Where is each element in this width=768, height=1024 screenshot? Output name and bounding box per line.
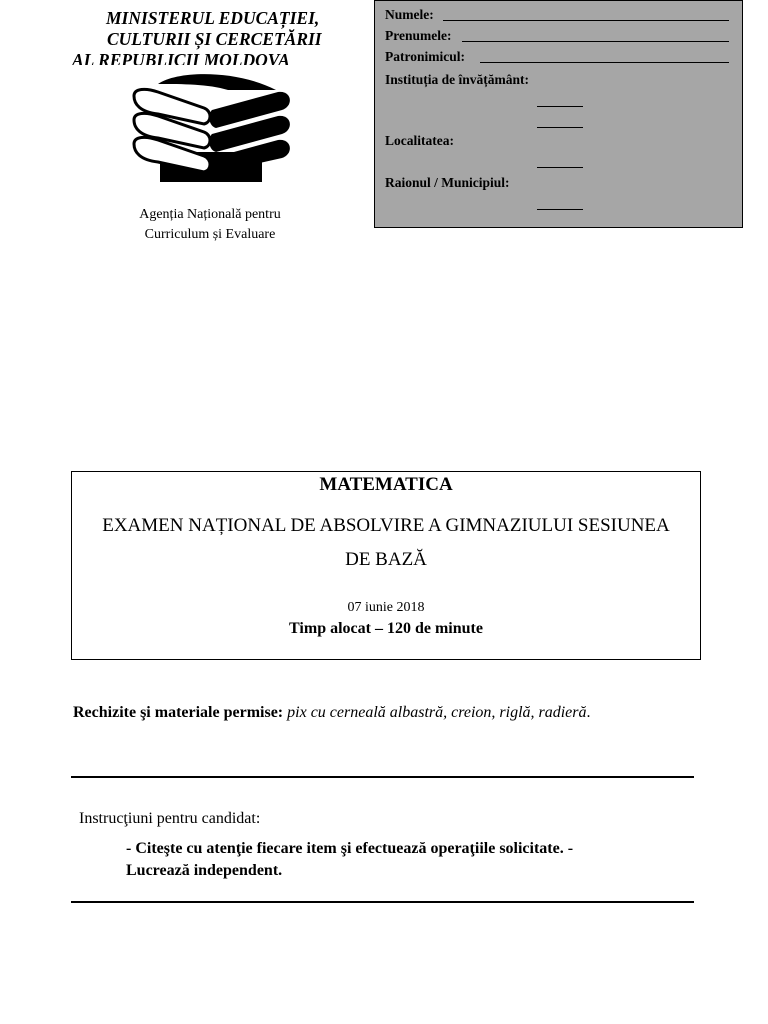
divider-top: [71, 776, 694, 778]
agency-line-1: Agenția Națională pentru: [139, 207, 281, 222]
numele-field[interactable]: [443, 6, 729, 21]
instruction-line-2: Lucrează independent.: [126, 862, 283, 879]
institutia-field-2[interactable]: [537, 126, 583, 128]
numele-label: Numele:: [385, 7, 434, 22]
raionul-label: Raionul / Municipiul:: [385, 175, 510, 190]
patronimicul-label: Patronimicul:: [385, 49, 465, 64]
ministry-header: [70, 8, 370, 65]
allowed-materials-value: pix cu cerneală albastră, creion, riglă, radieră: [287, 704, 587, 721]
institutia-field-1[interactable]: [537, 105, 583, 107]
stacked-books-logo-icon: [128, 70, 294, 182]
exam-subject: MATEMATICA: [319, 474, 453, 495]
allowed-materials-label: Rechizite şi materiale permise:: [73, 704, 284, 721]
exam-time-allotted: Timp alocat – 120 de minute: [289, 620, 483, 637]
prenumele-field[interactable]: [462, 27, 729, 42]
allowed-materials-end: .: [586, 704, 591, 721]
exam-title-box: [71, 471, 701, 660]
exam-name-line-1: EXAMEN NAȚIONAL DE ABSOLVIRE A GIMNAZIULUI SESIUNEA: [102, 515, 670, 536]
localitatea-field[interactable]: [537, 166, 583, 168]
localitatea-label: Localitatea:: [385, 133, 454, 148]
divider-bottom: [71, 901, 694, 903]
prenumele-label: Prenumele:: [385, 28, 452, 43]
instruction-line-1: - Citeşte cu atenţie fiecare item şi efectuează operaţiile solicitate. -: [126, 840, 574, 857]
ministry-line-1: MINISTERUL EDUCAȚIEI,: [106, 8, 320, 28]
exam-name-line-2: DE BAZĂ: [345, 549, 427, 570]
raionul-field[interactable]: [537, 208, 583, 210]
institutia-label: Instituția de învățământ:: [385, 72, 530, 87]
candidate-info-box: [374, 0, 743, 228]
exam-date: 07 iunie 2018: [347, 600, 425, 615]
instructions-title: Instrucţiuni pentru candidat:: [79, 810, 261, 827]
agency-line-2: Curriculum și Evaluare: [144, 227, 276, 242]
patronimicul-field[interactable]: [480, 48, 729, 63]
ministry-line-3: AL REPUBLICII MOLDOVA: [72, 50, 290, 65]
ministry-line-2: CULTURII ȘI CERCETĂRII: [107, 29, 322, 49]
allowed-materials: [73, 702, 591, 724]
